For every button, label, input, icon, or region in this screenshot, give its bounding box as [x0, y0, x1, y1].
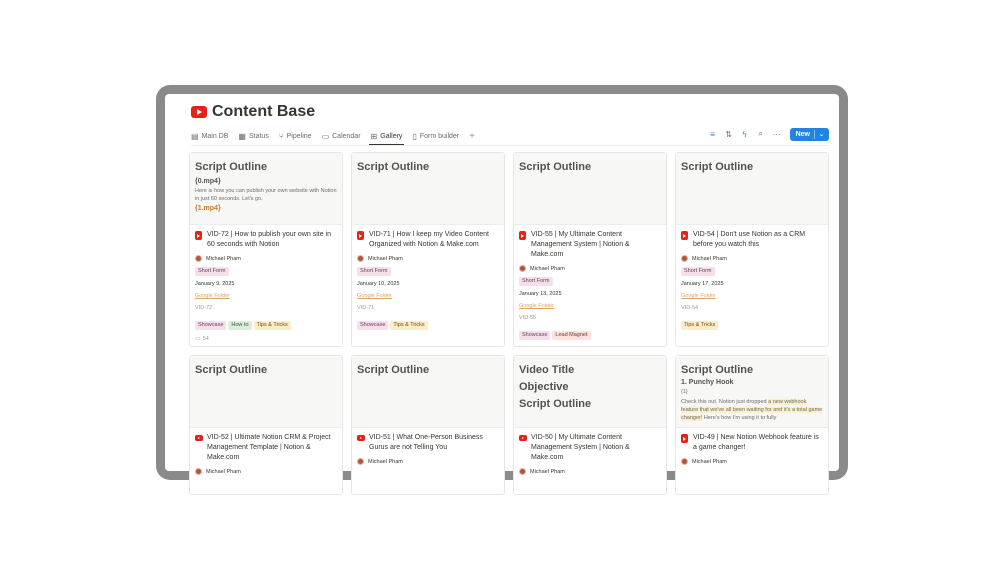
- tab-gallery[interactable]: [371, 129, 403, 143]
- format-tag: Short Form: [681, 267, 715, 276]
- youtube-shorts-icon: [681, 434, 688, 443]
- preview-text-tail: Here's how I'm using it to fully: [702, 415, 777, 421]
- format-tag: Short Form: [519, 277, 553, 286]
- owner: [357, 255, 499, 262]
- video-id: VID-72: [195, 305, 213, 311]
- avatar: [357, 255, 364, 262]
- tag: How to: [228, 321, 251, 330]
- gallery-card[interactable]: [351, 152, 505, 347]
- owner: [519, 468, 661, 475]
- avatar: [195, 255, 202, 262]
- google-folder-link[interactable]: Google Folder: [195, 293, 230, 299]
- chevron-down-icon[interactable]: ⌄: [818, 131, 824, 138]
- owner-name: Michael Pham: [530, 468, 565, 475]
- tag: Tips & Tricks: [681, 321, 718, 330]
- comment-count-value: 54: [202, 335, 209, 342]
- tab-calendar[interactable]: [322, 129, 361, 143]
- card-title: VID-51 | What One-Person Business Gurus are not Telling You: [369, 434, 483, 451]
- category-tags: [681, 317, 823, 330]
- tab-label: Status: [248, 132, 269, 140]
- tag: Tips & Tricks: [254, 321, 291, 330]
- tab-label: Calendar: [332, 132, 361, 140]
- owner-name: Michael Pham: [368, 255, 403, 262]
- card-title: VID-50 | My Ultimate Content Management System | Notion & Make.com: [531, 434, 630, 461]
- youtube-shorts-icon: [681, 231, 688, 240]
- publish-date: January 9, 2025: [195, 281, 235, 287]
- preview-text: Here is how you can publish your own website with Notion in just 60 seconds. Let's go.: [195, 188, 337, 202]
- owner-name: Michael Pham: [530, 265, 565, 272]
- owner-name: Michael Pham: [206, 255, 241, 262]
- pipeline-icon: ⑂: [278, 131, 284, 141]
- owner-name: Michael Pham: [692, 458, 727, 465]
- owner: [519, 265, 661, 272]
- gallery-card[interactable]: [675, 355, 829, 495]
- new-button[interactable]: [790, 128, 829, 141]
- tab-main-db[interactable]: [191, 129, 228, 143]
- youtube-shorts-icon: [357, 231, 364, 240]
- notion-window: [165, 94, 839, 475]
- google-folder-link[interactable]: Google Folder: [519, 303, 554, 309]
- owner: [195, 468, 337, 475]
- preview-heading: Objective: [519, 381, 569, 393]
- new-button-label: New: [795, 130, 810, 138]
- tab-status[interactable]: [238, 129, 268, 143]
- card-title: VID-54 | Don't use Notion as a CRM before you watch this: [693, 231, 806, 248]
- avatar: [519, 468, 526, 475]
- card-preview: [514, 356, 666, 428]
- card-title: VID-49 | New Notion Webhook feature is a game changer!: [693, 434, 819, 451]
- preview-heading: Script Outline: [357, 364, 430, 376]
- database-icon: ▤: [191, 131, 199, 141]
- page-header: [191, 102, 315, 122]
- comment-icon: ▭: [195, 336, 201, 342]
- format-tag: Short Form: [195, 267, 229, 276]
- form-icon: ▯: [412, 131, 417, 141]
- video-id: VID-55: [519, 315, 537, 321]
- gallery-icon: ⊞: [370, 131, 378, 141]
- owner-name: Michael Pham: [692, 255, 727, 262]
- preview-subheading: {0.mp4}: [195, 178, 221, 185]
- publish-date: January 10, 2025: [357, 281, 400, 287]
- google-folder-link[interactable]: Google Folder: [357, 293, 392, 299]
- gallery-card[interactable]: [189, 355, 343, 495]
- owner: [357, 458, 499, 465]
- avatar: [195, 468, 202, 475]
- preview-text-highlight: a new webhook feature that we've all been waiting for and it's a total game changer!: [681, 399, 823, 421]
- preview-heading: Script Outline: [681, 364, 754, 376]
- tag: Showcase: [195, 321, 226, 330]
- youtube-shorts-icon: [519, 231, 526, 240]
- view-toolbar: [701, 126, 829, 142]
- preview-heading: Script Outline: [357, 161, 430, 173]
- tab-label: Form builder: [419, 132, 460, 140]
- tab-label: Pipeline: [286, 132, 312, 140]
- tag: Tips & Tricks: [390, 321, 427, 330]
- youtube-icon: [519, 435, 527, 441]
- search-icon[interactable]: ⌕: [758, 129, 763, 138]
- card-title: VID-52 | Ultimate Notion CRM & Project Management Template | Notion & Make.com: [207, 434, 331, 461]
- owner: [195, 255, 337, 262]
- preview-text-plain: Check this out. Notion just dropped: [681, 399, 769, 405]
- gallery-card[interactable]: [513, 152, 667, 347]
- publish-date: January 17, 2025: [681, 281, 724, 287]
- owner-name: Michael Pham: [368, 458, 403, 465]
- card-preview: [190, 356, 342, 428]
- card-preview: [514, 153, 666, 225]
- add-view-icon[interactable]: +: [469, 130, 475, 142]
- preview-heading: Script Outline: [195, 161, 268, 173]
- automation-bolt-icon[interactable]: ϟ: [742, 129, 747, 139]
- card-preview: [352, 153, 504, 225]
- tag: Lead Magnet: [552, 331, 590, 340]
- gallery-card[interactable]: [513, 355, 667, 495]
- card-title: VID-72 | How to publish your own site in 60 seconds with Notion: [207, 231, 331, 248]
- card-preview: [676, 356, 828, 428]
- tag: Showcase: [519, 331, 550, 340]
- tab-label: Gallery: [380, 132, 403, 140]
- filter-icon[interactable]: ≡: [710, 129, 715, 139]
- preview-text: [681, 398, 823, 422]
- preview-marker: {1}: [681, 389, 688, 395]
- avatar: [357, 458, 364, 465]
- tab-form-builder[interactable]: [412, 129, 459, 143]
- new-button-divider: [814, 130, 815, 139]
- tab-label: Main DB: [201, 132, 229, 140]
- preview-heading: Video Title: [519, 364, 575, 376]
- preview-heading: Script Outline: [681, 161, 754, 173]
- video-id: VID-54: [681, 305, 699, 311]
- youtube-shorts-icon: [195, 231, 202, 240]
- preview-subheading: {1.mp4}: [195, 205, 221, 212]
- view-tabs: [191, 128, 475, 144]
- publish-date: January 13, 2025: [519, 291, 562, 297]
- card-title: VID-55 | My Ultimate Content Management System | Notion & Make.com: [531, 231, 630, 258]
- preview-heading: Script Outline: [195, 364, 268, 376]
- owner: [681, 255, 823, 262]
- avatar: [681, 458, 688, 465]
- owner-name: Michael Pham: [206, 468, 241, 475]
- page-title: Content Base: [212, 103, 316, 120]
- tabs-divider: [191, 145, 829, 146]
- gallery-card[interactable]: [675, 152, 829, 347]
- category-tags: [519, 327, 661, 340]
- avatar: [681, 255, 688, 262]
- card-preview: [190, 153, 342, 225]
- gallery-card[interactable]: [351, 355, 505, 495]
- youtube-icon: [195, 435, 203, 441]
- category-tags: [357, 317, 499, 330]
- preview-heading: Script Outline: [519, 161, 592, 173]
- calendar-icon: ▭: [321, 131, 330, 141]
- gallery-card[interactable]: [189, 152, 343, 347]
- format-tag: Short Form: [357, 267, 391, 276]
- card-title: VID-71 | How I keep my Video Content Organized with Notion & Make.com: [369, 231, 489, 248]
- category-tags: [195, 317, 337, 330]
- board-icon: ▦: [238, 131, 246, 141]
- tag: Showcase: [357, 321, 388, 330]
- card-preview: [352, 356, 504, 428]
- youtube-icon: [357, 435, 365, 441]
- sort-icon[interactable]: ⇅: [725, 129, 732, 139]
- youtube-icon: [191, 106, 207, 118]
- owner: [681, 458, 823, 465]
- preview-heading: Script Outline: [519, 398, 592, 410]
- tab-pipeline[interactable]: [279, 129, 312, 143]
- google-folder-link[interactable]: Google Folder: [681, 293, 716, 299]
- more-options-icon[interactable]: ···: [772, 129, 781, 139]
- card-preview: [676, 153, 828, 225]
- video-id: VID-71: [357, 305, 375, 311]
- preview-subheading: 1. Punchy Hook: [681, 379, 734, 386]
- comment-count: [195, 335, 337, 342]
- avatar: [519, 265, 526, 272]
